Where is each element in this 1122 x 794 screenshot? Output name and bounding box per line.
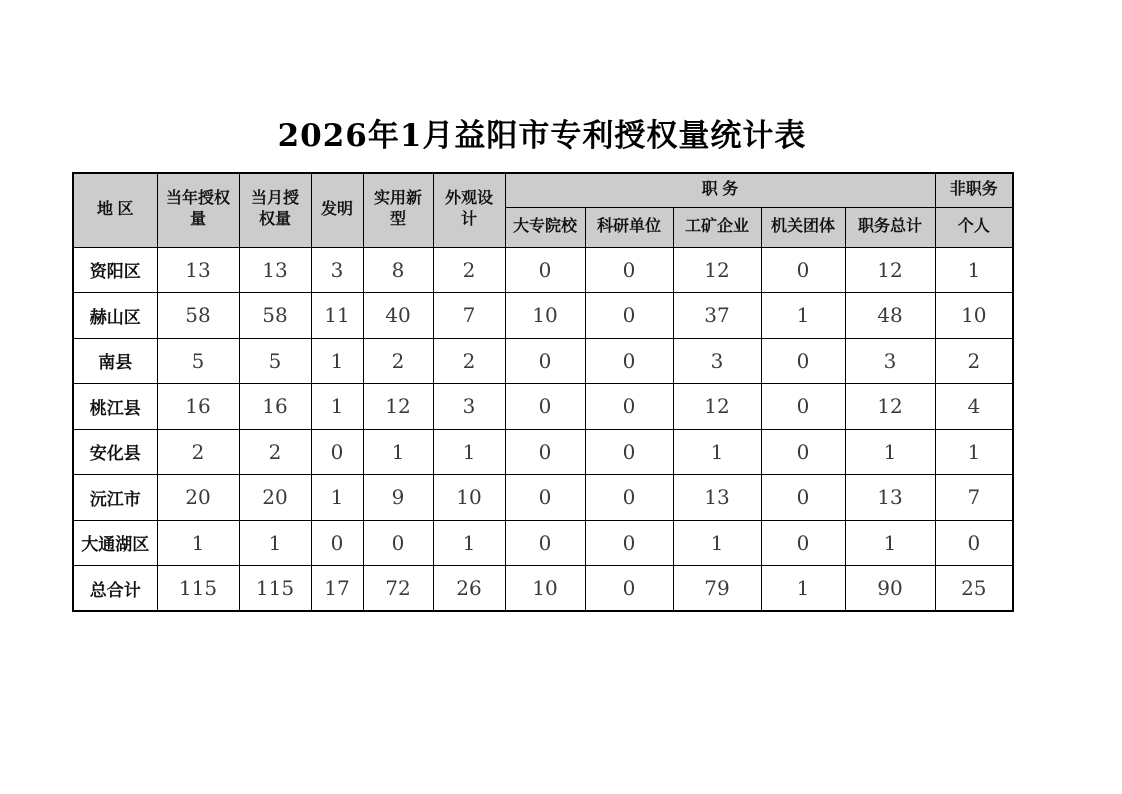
- value-cell: 20: [157, 475, 239, 521]
- table-row: [73, 293, 1013, 339]
- value-cell: 1: [935, 429, 1013, 475]
- value-cell: 26: [433, 566, 505, 612]
- header-year-total: 当年授权量: [157, 173, 239, 247]
- value-cell: 0: [505, 520, 585, 566]
- value-cell: 1: [311, 338, 363, 384]
- value-cell: 7: [433, 293, 505, 339]
- value-cell: 1: [845, 429, 935, 475]
- region-cell: 南县: [73, 338, 157, 384]
- value-cell: 1: [935, 247, 1013, 293]
- header-design: 外观设计: [433, 173, 505, 247]
- value-cell: 10: [935, 293, 1013, 339]
- value-cell: 0: [505, 475, 585, 521]
- table-row: [73, 475, 1013, 521]
- value-cell: 1: [363, 429, 433, 475]
- value-cell: 2: [157, 429, 239, 475]
- value-cell: 0: [935, 520, 1013, 566]
- value-cell: 0: [761, 520, 845, 566]
- value-cell: 5: [157, 338, 239, 384]
- value-cell: 3: [433, 384, 505, 430]
- value-cell: 0: [311, 520, 363, 566]
- value-cell: 1: [311, 475, 363, 521]
- header-invention: 发明: [311, 173, 363, 247]
- value-cell: 1: [311, 384, 363, 430]
- value-cell: 12: [673, 384, 761, 430]
- value-cell: 3: [845, 338, 935, 384]
- table-row: [73, 429, 1013, 475]
- value-cell: 12: [845, 247, 935, 293]
- region-cell: 总合计: [73, 566, 157, 612]
- value-cell: 12: [845, 384, 935, 430]
- header-service-government: 机关团体: [761, 207, 845, 247]
- value-cell: 1: [433, 520, 505, 566]
- value-cell: 13: [157, 247, 239, 293]
- value-cell: 48: [845, 293, 935, 339]
- value-cell: 13: [845, 475, 935, 521]
- value-cell: 0: [363, 520, 433, 566]
- header-month-total: 当月授权量: [239, 173, 311, 247]
- table-row: [73, 247, 1013, 293]
- table-row: [73, 566, 1013, 612]
- value-cell: 4: [935, 384, 1013, 430]
- header-region: 地 区: [73, 173, 157, 247]
- value-cell: 0: [505, 247, 585, 293]
- value-cell: 10: [433, 475, 505, 521]
- value-cell: 11: [311, 293, 363, 339]
- value-cell: 7: [935, 475, 1013, 521]
- value-cell: 72: [363, 566, 433, 612]
- value-cell: 1: [845, 520, 935, 566]
- value-cell: 3: [311, 247, 363, 293]
- value-cell: 25: [935, 566, 1013, 612]
- value-cell: 16: [157, 384, 239, 430]
- value-cell: 79: [673, 566, 761, 612]
- value-cell: 2: [433, 247, 505, 293]
- header-service-total: 职务总计: [845, 207, 935, 247]
- value-cell: 8: [363, 247, 433, 293]
- value-cell: 0: [761, 475, 845, 521]
- value-cell: 0: [585, 338, 673, 384]
- region-cell: 沅江市: [73, 475, 157, 521]
- header-utility-model: 实用新型: [363, 173, 433, 247]
- value-cell: 10: [505, 293, 585, 339]
- table-row: [73, 384, 1013, 430]
- value-cell: 40: [363, 293, 433, 339]
- value-cell: 16: [239, 384, 311, 430]
- value-cell: 12: [673, 247, 761, 293]
- value-cell: 1: [761, 566, 845, 612]
- value-cell: 0: [505, 338, 585, 384]
- value-cell: 0: [761, 384, 845, 430]
- region-cell: 桃江县: [73, 384, 157, 430]
- header-service-research: 科研单位: [585, 207, 673, 247]
- value-cell: 1: [761, 293, 845, 339]
- patent-stats-table: [72, 172, 1014, 612]
- region-cell: 大通湖区: [73, 520, 157, 566]
- value-cell: 115: [157, 566, 239, 612]
- value-cell: 5: [239, 338, 311, 384]
- value-cell: 58: [239, 293, 311, 339]
- value-cell: 3: [673, 338, 761, 384]
- page-title: 2026年1月益阳市专利授权量统计表: [277, 118, 807, 154]
- value-cell: 0: [585, 247, 673, 293]
- table-row: [73, 338, 1013, 384]
- value-cell: 0: [585, 384, 673, 430]
- value-cell: 0: [585, 566, 673, 612]
- header-row-1: [73, 173, 1013, 207]
- header-individual: 个人: [935, 207, 1013, 247]
- value-cell: 0: [761, 247, 845, 293]
- table-row: [73, 520, 1013, 566]
- value-cell: 0: [585, 293, 673, 339]
- value-cell: 12: [363, 384, 433, 430]
- region-cell: 资阳区: [73, 247, 157, 293]
- value-cell: 13: [673, 475, 761, 521]
- value-cell: 1: [239, 520, 311, 566]
- header-service-industry: 工矿企业: [673, 207, 761, 247]
- value-cell: 1: [673, 429, 761, 475]
- value-cell: 1: [673, 520, 761, 566]
- value-cell: 0: [761, 429, 845, 475]
- value-cell: 0: [505, 384, 585, 430]
- value-cell: 1: [433, 429, 505, 475]
- value-cell: 90: [845, 566, 935, 612]
- value-cell: 2: [239, 429, 311, 475]
- value-cell: 20: [239, 475, 311, 521]
- value-cell: 1: [157, 520, 239, 566]
- value-cell: 13: [239, 247, 311, 293]
- value-cell: 0: [585, 475, 673, 521]
- header-non-service-group: 非职务: [935, 173, 1013, 207]
- header-service-group: 职 务: [505, 173, 935, 207]
- value-cell: 0: [505, 429, 585, 475]
- value-cell: 17: [311, 566, 363, 612]
- header-service-college: 大专院校: [505, 207, 585, 247]
- value-cell: 0: [585, 520, 673, 566]
- value-cell: 58: [157, 293, 239, 339]
- value-cell: 115: [239, 566, 311, 612]
- value-cell: 0: [761, 338, 845, 384]
- value-cell: 2: [935, 338, 1013, 384]
- region-cell: 赫山区: [73, 293, 157, 339]
- table-header: [73, 173, 1013, 247]
- value-cell: 2: [433, 338, 505, 384]
- region-cell: 安化县: [73, 429, 157, 475]
- value-cell: 37: [673, 293, 761, 339]
- value-cell: 0: [311, 429, 363, 475]
- value-cell: 2: [363, 338, 433, 384]
- value-cell: 10: [505, 566, 585, 612]
- table-body: [73, 247, 1013, 611]
- value-cell: 0: [585, 429, 673, 475]
- value-cell: 9: [363, 475, 433, 521]
